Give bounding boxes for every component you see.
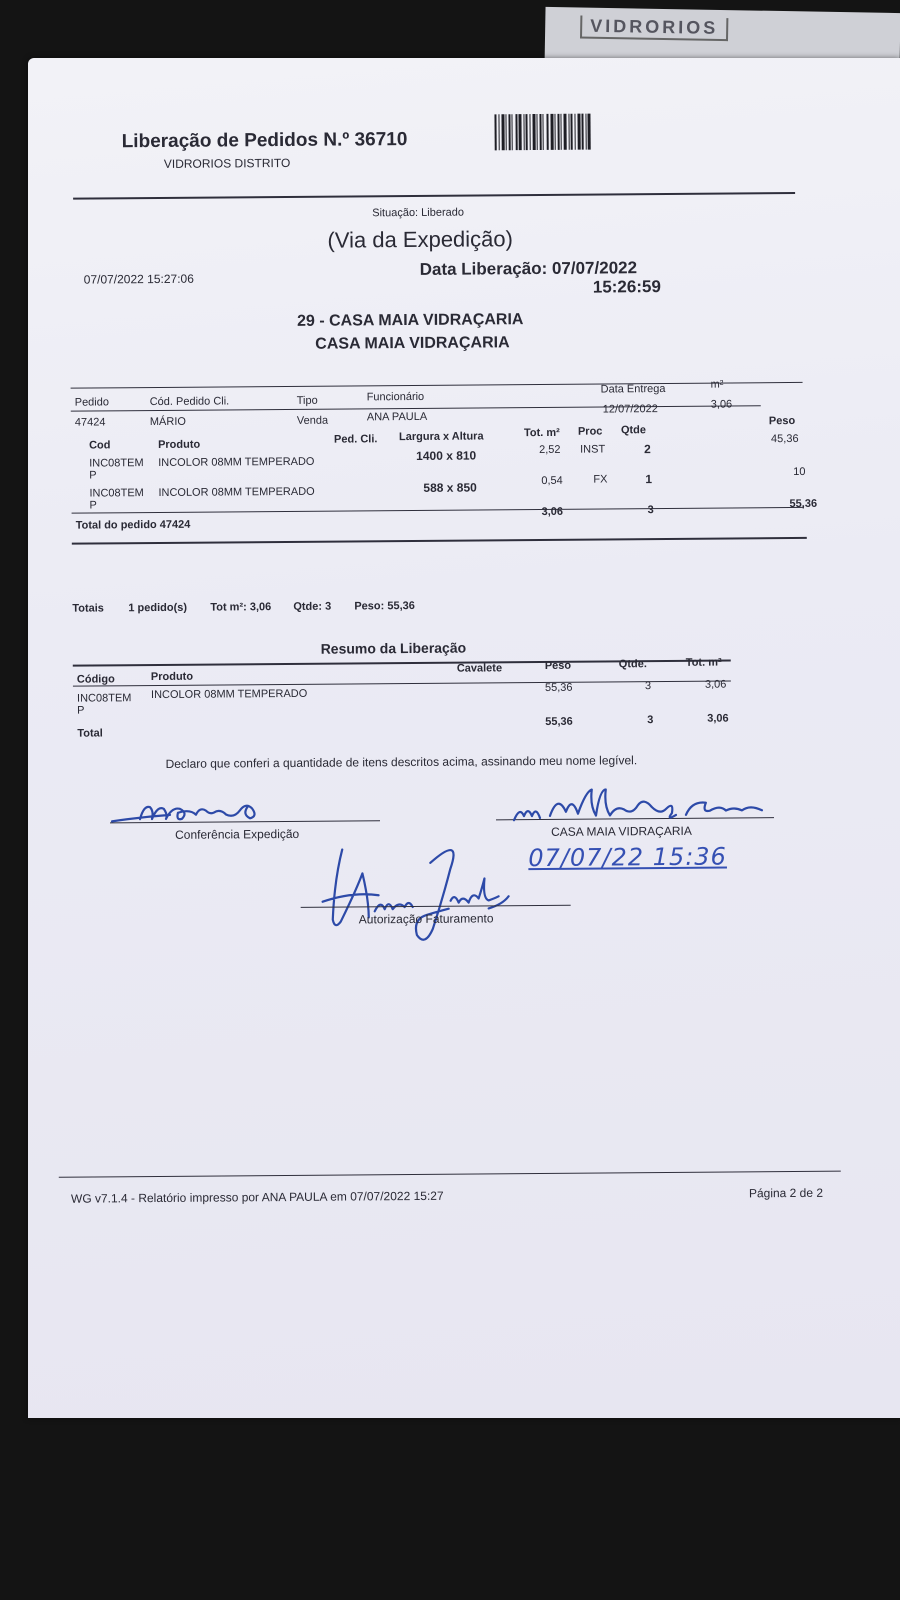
totals-label: Totais	[72, 602, 104, 615]
item-produto: INCOLOR 08MM TEMPERADO	[158, 485, 315, 499]
summary-total-peso: 55,36	[545, 715, 573, 728]
autorizacao-signature	[312, 838, 533, 950]
situation-text: Situação: Liberado	[372, 206, 465, 220]
summary-peso: 55,36	[544, 681, 573, 694]
item-qtde: 2	[644, 442, 651, 457]
order-pedido: 47424	[74, 416, 106, 429]
footer-page: Página 2 de 2	[748, 1185, 824, 1201]
col-cod-pedido-cli: Cód. Pedido Cli.	[149, 395, 230, 409]
order-total-peso: 55,36	[789, 497, 818, 511]
summary-qtde: 3	[644, 680, 652, 693]
company-name: VIDRORIOS DISTRITO	[163, 155, 291, 171]
conferencia-signature	[110, 784, 290, 830]
declaration-text: Declaro que conferi a quantidade de itens descritos acima, assinando meu nome legível.	[165, 753, 638, 771]
items-col-qtde: Qtde	[620, 424, 647, 437]
item-dims: 588 x 850	[423, 480, 477, 495]
summary-codigo-suffix: P	[77, 704, 85, 717]
order-top-rule	[71, 382, 803, 389]
col-tipo: Tipo	[296, 394, 318, 407]
summary-produto: INCOLOR 08MM TEMPERADO	[150, 687, 308, 702]
release-time: 15:26:59	[592, 277, 661, 297]
client-label: CASA MAIA VIDRAÇARIA	[551, 823, 692, 839]
client-name-line2: CASA MAIA VIDRAÇARIA	[315, 334, 510, 353]
item-dims: 1400 x 810	[416, 448, 477, 463]
summary-title: Resumo da Liberação	[320, 639, 467, 657]
item-tot-m2: 0,54	[541, 474, 563, 487]
items-col-peso: Peso	[768, 414, 796, 428]
summary-total-label: Total	[77, 727, 103, 740]
col-data-entrega: Data Entrega	[600, 383, 666, 396]
print-datetime: 07/07/2022 15:27:06	[83, 271, 194, 287]
item-peso: 10	[793, 465, 806, 479]
totals-peso: Peso: 55,36	[354, 599, 415, 613]
background-paper-text: VIDRORIOS	[580, 16, 728, 42]
footer-left: WG v7.1.4 - Relatório impresso por ANA PAULA em 07/07/2022 15:27	[70, 1188, 444, 1206]
footer-rule	[59, 1171, 841, 1178]
totals-qtde: Qtde: 3	[293, 600, 332, 613]
item-cod-suffix: P	[89, 499, 97, 512]
autorizacao-label: Autorização Faturamento	[358, 911, 494, 927]
item-tot-m2: 2,52	[539, 443, 561, 456]
document-title: Liberação de Pedidos N.º 36710	[121, 129, 408, 153]
item-proc: FX	[593, 473, 608, 486]
items-col-largura-altura: Largura x Altura	[398, 430, 484, 444]
via-title: (Via da Expedição)	[327, 226, 514, 253]
items-col-proc: Proc	[577, 425, 603, 438]
client-name-line1: 29 - CASA MAIA VIDRAÇARIA	[297, 311, 524, 330]
item-produto: INCOLOR 08MM TEMPERADO	[158, 455, 315, 469]
order-total-rule	[72, 507, 804, 514]
col-funcionario: Funcionário	[366, 390, 425, 404]
order-bottom-rule	[72, 537, 807, 545]
order-total-qtde: 3	[647, 504, 654, 517]
item-cod: INC08TEM	[89, 487, 144, 500]
summary-col-produto: Produto	[150, 670, 194, 684]
col-m2: m²	[710, 378, 724, 391]
item-qtde: 1	[645, 472, 653, 487]
order-cod-pedido-cli: MÁRIO	[149, 415, 186, 429]
summary-col-cavalete: Cavalete	[456, 662, 503, 675]
item-cod-suffix: P	[89, 469, 97, 482]
header-divider	[73, 192, 795, 200]
summary-col-qtde: Qtde.	[618, 658, 647, 671]
items-col-ped-cli: Ped. Cli.	[333, 433, 378, 446]
item-peso: 45,36	[770, 432, 799, 446]
col-pedido: Pedido	[74, 396, 110, 409]
order-total-m2: 3,06	[541, 505, 564, 518]
order-m2: 3,06	[710, 398, 733, 411]
totals-pedidos: 1 pedido(s)	[128, 601, 188, 615]
summary-tot-m2: 3,06	[704, 678, 727, 691]
totals-m2: Tot m²: 3,06	[210, 601, 272, 614]
order-total-label: Total do pedido 47424	[75, 518, 191, 532]
summary-col-codigo: Código	[76, 673, 115, 686]
summary-col-tot-m2: Tot. m²	[685, 656, 722, 669]
document-content	[28, 51, 900, 1418]
conferencia-label: Conferência Expedição	[175, 826, 300, 842]
summary-total-m2: 3,06	[707, 712, 729, 725]
order-data-entrega: 12/07/2022	[602, 403, 658, 416]
item-cod: INC08TEM	[89, 457, 144, 470]
release-date: Data Liberação: 07/07/2022	[419, 258, 638, 279]
summary-total-qtde: 3	[647, 714, 654, 727]
handwritten-datetime: 07/07/22 15:36	[528, 842, 727, 873]
items-col-cod: Cod	[88, 439, 111, 452]
barcode	[494, 113, 622, 150]
client-signature	[506, 774, 786, 826]
summary-codigo: INC08TEM	[76, 692, 132, 705]
order-funcionario: ANA PAULA	[366, 410, 428, 424]
order-tipo: Venda	[296, 414, 329, 427]
item-proc: INST	[580, 443, 606, 456]
items-col-produto: Produto	[157, 438, 201, 451]
items-col-tot-m2: Tot. m²	[523, 426, 560, 440]
summary-col-peso: Peso	[544, 659, 572, 672]
